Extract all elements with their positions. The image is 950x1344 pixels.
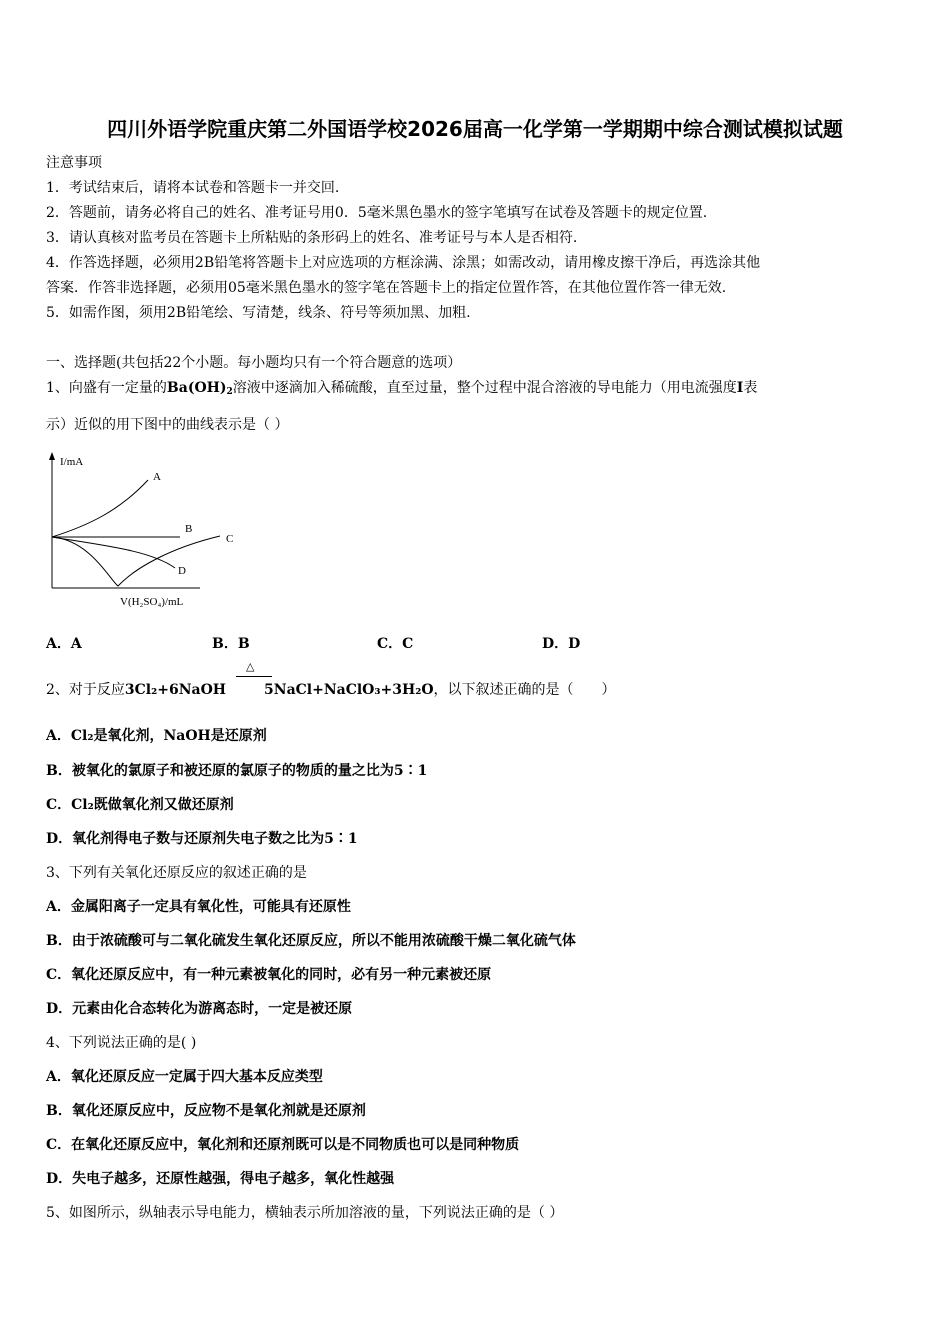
q1-stem-line1	[46, 377, 757, 397]
q2-option-b[interactable]: B．被氧化的氯原子和被还原的氯原子的物质的量之比为5∶1	[46, 763, 428, 779]
q1-formula: $Ba(OH)_2$	[166, 380, 233, 397]
q2-option-c[interactable]: C．Cl₂既做氧化剂又做还原剂	[46, 797, 234, 813]
q4-stem: 4、下列说法正确的是( )	[46, 1035, 197, 1051]
q1-stem-line2: 示）近似的用下图中的曲线表示是（ ）	[46, 417, 289, 433]
heat-symbol: △	[246, 660, 255, 673]
page-title: 四川外语学院重庆第二外国语学校2026届高一化学第一学期期中综合测试模拟试题	[107, 117, 843, 141]
series-label-a: A	[153, 471, 161, 483]
q1-line-end: 表	[743, 380, 758, 396]
q1-option-c[interactable]: C．C	[377, 636, 414, 652]
x-axis-label: V(H₂SO₄)/mL	[120, 596, 184, 608]
y-axis-label: I/mA	[60, 456, 84, 468]
notice-item: 1．考试结束后，请将本试卷和答题卡一并交回.	[46, 180, 340, 196]
q1-symbol-i: I	[736, 380, 744, 396]
q1-option-b[interactable]: B．B	[212, 636, 250, 652]
q3-option-b[interactable]: B．由于浓硫酸可与二氧化硫发生氧化还原反应，所以不能用浓硫酸干燥二氧化硫气体	[46, 933, 576, 949]
notice-item: 5．如需作图，须用2B铅笔绘、写清楚，线条、符号等须加黑、加粗.	[46, 305, 471, 321]
q1-option-a[interactable]: A．A	[46, 636, 82, 652]
q1-text: 溶液中逐滴加入稀硫酸，直至过量，整个过程中混合溶液的导电能力（用电流强度	[232, 380, 737, 396]
q2-option-a[interactable]: A．Cl₂是氧化剂，NaOH是还原剂	[46, 728, 267, 744]
conductivity-chart	[40, 450, 250, 610]
notice-item: 4．作答选择题，必须用2B铅笔将答题卡上对应选项的方框涂满、涂黑；如需改动，请用橡皮擦干净后，再选涂其他	[46, 255, 761, 271]
series-label-d: D	[178, 565, 186, 577]
q1-prefix: 1、向盛有一定量的	[46, 380, 167, 396]
notice-item: 答案．作答非选择题，必须用05毫米黑色墨水的签字笔在答题卡上的指定位置作答，在其他位置作答一律无效.	[46, 280, 727, 296]
q4-option-b[interactable]: B．氧化还原反应中，反应物不是氧化剂就是还原剂	[46, 1103, 366, 1119]
q4-option-d[interactable]: D．失电子越多，还原性越强，得电子越多，氧化性越强	[46, 1171, 395, 1187]
q2-option-d[interactable]: D．氧化剂得电子数与还原剂失电子数之比为5∶1	[46, 831, 358, 847]
q3-option-a[interactable]: A．金属阳离子一定具有氧化性，可能具有还原性	[46, 899, 351, 915]
q2-products: 5NaCl+NaClO₃+3H₂O	[264, 682, 434, 698]
q2-reactants: 3Cl₂+6NaOH	[124, 682, 227, 698]
q4-option-c[interactable]: C．在氧化还原反应中，氧化剂和还原剂既可以是不同物质也可以是同种物质	[46, 1137, 520, 1153]
series-label-c: C	[226, 533, 234, 545]
series-label-b: B	[185, 523, 193, 535]
q2-stem: 2、对于反应3Cl₂+6NaOH 5NaCl+NaClO₃+3H₂O，以下叙述正确的是（ ）	[46, 682, 616, 698]
curve-c	[52, 536, 220, 586]
reaction-condition-line	[236, 676, 272, 677]
y-axis-arrow	[49, 452, 55, 460]
section-heading: 一、选择题(共包括22个小题。每小题均只有一个符合题意的选项）	[46, 355, 462, 371]
curve-a	[52, 480, 148, 537]
q1-option-d[interactable]: D．D	[542, 636, 581, 652]
q5-stem: 5、如图所示，纵轴表示导电能力，横轴表示所加溶液的量，下列说法正确的是（ ）	[46, 1205, 564, 1221]
q3-option-d[interactable]: D．元素由化合态转化为游离态时，一定是被还原	[46, 1001, 353, 1017]
q4-option-a[interactable]: A．氧化还原反应一定属于四大基本反应类型	[46, 1069, 323, 1085]
notice-item: 3．请认真核对监考员在答题卡上所粘贴的条形码上的姓名、准考证号与本人是否相符.	[46, 230, 578, 246]
q3-stem: 3、下列有关氧化还原反应的叙述正确的是	[46, 865, 307, 881]
notice-item: 2．答题前，请务必将自己的姓名、准考证号用0．5毫米黑色墨水的签字笔填写在试卷及答题卡的规定位置.	[46, 205, 708, 221]
q3-option-c[interactable]: C．氧化还原反应中，有一种元素被氧化的同时，必有另一种元素被还原	[46, 967, 492, 983]
notice-heading: 注意事项	[46, 155, 102, 171]
